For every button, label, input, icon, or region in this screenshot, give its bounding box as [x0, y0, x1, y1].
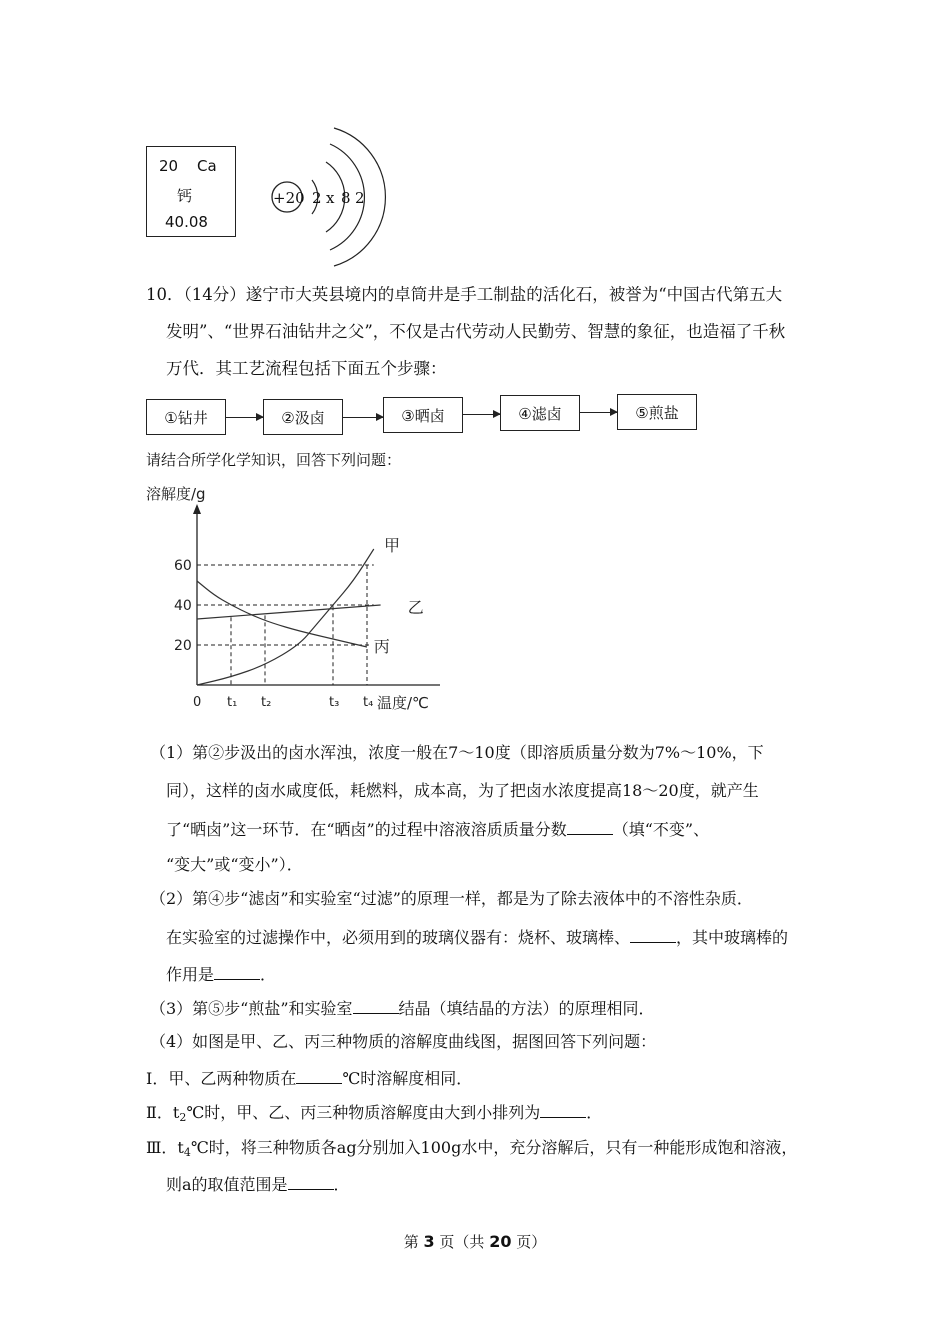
flow-arrow-4 — [580, 412, 617, 413]
element-symbol: Ca — [197, 157, 217, 175]
x-tick-4: t₄ — [363, 695, 374, 710]
x-tick-1: t₁ — [227, 695, 238, 710]
roman-2-prefix: Ⅱ．t — [146, 1103, 180, 1122]
element-name: 钙 — [177, 187, 193, 205]
shell-electrons-1: 2 — [312, 189, 322, 207]
subq1-line-2: 同），这样的卤水咸度低，耗燃料，成本高，为了把卤水浓度提高18～20度，就产生 — [166, 781, 759, 800]
subq2-line-2-text: 在实验室的过滤操作中，必须用到的玻璃仪器有：烧杯、玻璃棒、 — [166, 928, 631, 947]
subq4-line: （4）如图是甲、乙、丙三种物质的溶解度曲线图，据图回答下列问题： — [150, 1032, 657, 1051]
series-line-3 — [197, 581, 367, 647]
roman-1-tail: ℃时溶解度相同． — [342, 1069, 473, 1088]
question-10-line-3: 万代．其工艺流程包括下面五个步骤： — [166, 359, 447, 378]
series-label-3: 丙 — [373, 637, 390, 656]
roman-1-line — [146, 1069, 472, 1087]
subq1-line-3-tail: （填“不变”、 — [612, 820, 710, 839]
subq2-line-2 — [166, 928, 788, 946]
series-line-2 — [197, 605, 381, 619]
page-footer — [0, 1231, 950, 1252]
flow-arrow-2 — [343, 417, 383, 418]
solubility-chart — [140, 484, 470, 714]
y-tick-40: 40 — [174, 598, 192, 614]
answer-blank-7[interactable] — [288, 1175, 334, 1190]
footer-middle: 页（共 — [439, 1233, 485, 1251]
answer-blank-5[interactable] — [296, 1069, 342, 1084]
subq3-line — [150, 999, 655, 1017]
flow-step-1: ①钻井 — [146, 399, 226, 435]
subq3-text: （3）第⑤步“煎盐”和实验室 — [150, 999, 353, 1018]
series-label-2: 乙 — [407, 598, 424, 617]
subq2-line-2-tail: ，其中玻璃棒的 — [676, 928, 789, 947]
flow-step-3: ③晒卤 — [383, 397, 463, 433]
question-10-line-2: 发明”、“世界石油钻井之父”，不仅是古代劳动人民勤劳、智慧的象征，也造福了千秋 — [166, 322, 786, 341]
subq1-line-1: （1）第②步汲出的卤水浑浊，浓度一般在7～10度（即溶质质量分数为7%～10%，下 — [150, 743, 764, 762]
subq1-line-4: “变大”或“变小”）． — [166, 855, 303, 874]
x-tick-3: t₃ — [329, 695, 340, 710]
nucleus-charge: +20 — [273, 189, 305, 207]
roman-3-line-1 — [146, 1140, 797, 1158]
y-axis-label: 溶解度/g — [146, 485, 206, 503]
y-tick-20: 20 — [174, 638, 192, 654]
shell-electrons-3: 8 — [341, 189, 351, 207]
roman-3-text: ℃时，将三种物质各ag分别加入100g水中，充分溶解后，只有一种能形成饱和溶液， — [190, 1138, 798, 1157]
answer-blank-4[interactable] — [353, 999, 399, 1014]
answer-blank-6[interactable] — [540, 1103, 586, 1118]
flow-step-4: ④滤卤 — [500, 395, 580, 431]
subq2-line-1: （2）第④步“滤卤”和实验室“过滤”的原理一样，都是为了除去液体中的不溶性杂质． — [150, 889, 753, 908]
instruction-text: 请结合所学化学知识，回答下列问题： — [146, 451, 402, 469]
roman-3-prefix: Ⅲ．t — [146, 1138, 184, 1157]
footer-prefix: 第 — [403, 1233, 419, 1251]
answer-blank-2[interactable] — [630, 928, 676, 943]
question-10-line-1: 10．（14分）遂宁市大英县境内的卓筒井是手工制盐的活化石，被誉为“中国古代第五大 — [146, 285, 783, 304]
subq2-line-3 — [166, 965, 276, 983]
flow-step-2: ②汲卤 — [263, 399, 343, 435]
answer-blank-3[interactable] — [214, 965, 260, 980]
x-tick-0: 0 — [193, 695, 202, 710]
subq1-line-3-text: 了“晒卤”这一环节．在“晒卤”的过程中溶液溶质质量分数 — [166, 820, 567, 839]
shell-electrons-4: 2 — [355, 189, 365, 207]
roman-3-line-2-tail: ． — [333, 1175, 350, 1194]
roman-3-subscript: 4 — [183, 1146, 191, 1159]
flow-arrow-1 — [226, 417, 263, 418]
x-axis-label: 温度/℃ — [377, 694, 429, 712]
footer-total-pages: 20 — [489, 1232, 512, 1251]
roman-1-text: Ⅰ．甲、乙两种物质在 — [146, 1069, 297, 1088]
roman-2-text: ℃时，甲、乙、丙三种物质溶解度由大到小排列为 — [186, 1103, 541, 1122]
subq1-line-3 — [166, 820, 709, 838]
element-card-calcium — [146, 146, 236, 237]
flow-step-5: ⑤煎盐 — [617, 394, 697, 430]
subq3-tail: 结晶（填结晶的方法）的原理相同． — [398, 999, 655, 1018]
roman-3-line-2 — [166, 1175, 350, 1193]
atomic-number: 20 — [159, 157, 179, 175]
shell-electrons-2: x — [326, 189, 335, 207]
subq2-line-3-tail: ． — [260, 965, 277, 984]
subq2-line-3-text: 作用是 — [166, 965, 215, 984]
flow-arrow-3 — [463, 414, 500, 415]
answer-blank-1[interactable] — [567, 820, 613, 835]
x-tick-2: t₂ — [261, 695, 272, 710]
roman-3-line-2-text: 则a的取值范围是 — [166, 1175, 288, 1194]
roman-2-tail: ． — [586, 1103, 603, 1122]
y-axis-arrow — [193, 504, 201, 514]
roman-2-subscript: 2 — [179, 1111, 187, 1124]
roman-2-line — [146, 1103, 602, 1123]
atomic-mass: 40.08 — [165, 213, 208, 231]
footer-suffix: 页） — [516, 1233, 547, 1251]
y-tick-60: 60 — [174, 558, 192, 574]
footer-page-number: 3 — [423, 1232, 435, 1251]
series-label-1: 甲 — [384, 536, 401, 555]
